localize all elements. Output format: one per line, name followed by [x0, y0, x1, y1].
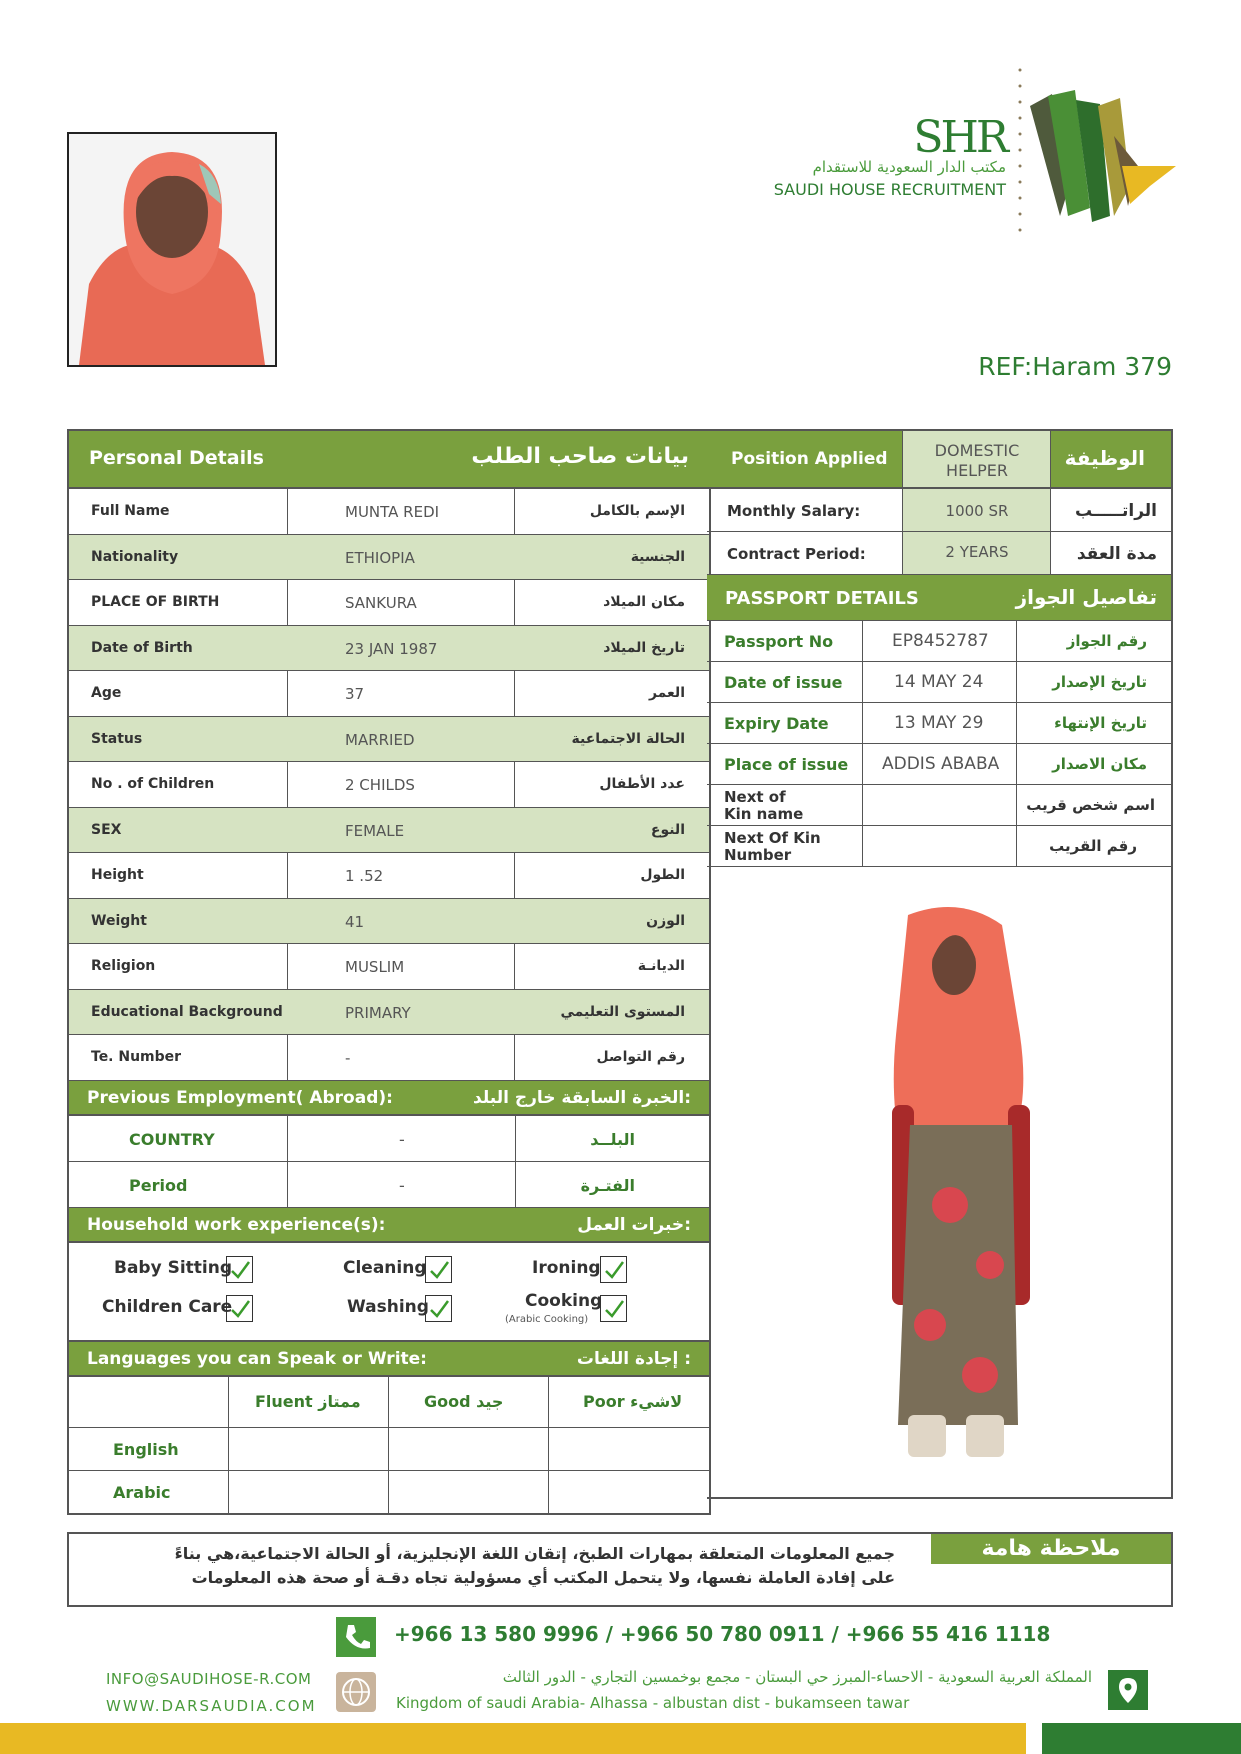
cleaning-checkbox[interactable] [425, 1256, 452, 1283]
row-label-en: COUNTRY [129, 1129, 215, 1149]
passport-value: ADDIS ABABA [882, 754, 1000, 774]
cooking-note: (Arabic Cooking) [505, 1313, 589, 1325]
position-label-en: Position Applied [731, 449, 888, 469]
kin-number-label-ar: رقم القريب [1049, 837, 1137, 855]
personal-title-en: Personal Details [89, 447, 264, 469]
kin-name-label-ar: اسم شخص قريب [1026, 796, 1155, 814]
personal-title-ar: بيانات صاحب الطلب [471, 444, 689, 469]
skill-label: Children Care [102, 1296, 233, 1317]
row-value: - [399, 1175, 405, 1195]
passport-label-en: Expiry Date [724, 714, 829, 733]
row-label-ar: مكان الميلاد [603, 594, 685, 610]
languages-column-headers [69, 1377, 709, 1428]
row-value: MUSLIM [345, 958, 405, 976]
table-row [69, 626, 709, 672]
passport-value: EP8452787 [892, 631, 989, 651]
table-row [69, 535, 709, 581]
salary-label: Monthly Salary: [727, 502, 861, 520]
note-line: جميع المعلومات المتعلقة بمهارات الطبخ، إتقان اللغة الإنجليزية، أو الحالة الاجتماعية،هي بناءً [174, 1544, 895, 1563]
row-label-ar: المستوى التعليمي [560, 1003, 685, 1020]
checkbox-check-icon [603, 1259, 625, 1281]
salary-value: 1000 SR [945, 502, 1009, 520]
kin-name-label: Kin name [724, 805, 804, 823]
personal-details-table [67, 429, 711, 1515]
row-label-ar: النوع [650, 821, 685, 838]
row-value: MARRIED [345, 730, 415, 749]
previous-title-ar: الخبرة السابقة خارج البلد: [473, 1087, 691, 1108]
row-label-ar: رقم التواصل [596, 1049, 685, 1065]
row-value: 23 JAN 1987 [345, 639, 438, 658]
checkbox-check-icon [428, 1259, 450, 1281]
table-row [69, 762, 709, 808]
row-label-ar: العمر [648, 685, 685, 701]
checkbox-check-icon [229, 1298, 251, 1320]
row-label-en: Te. Number [91, 1049, 182, 1065]
kin-name-label: Next of [724, 788, 786, 806]
previous-employment-header [69, 1080, 709, 1116]
row-label-en: Period [129, 1175, 188, 1195]
logo-monogram: SHR [913, 112, 1006, 163]
footer-bar-green [1042, 1723, 1241, 1754]
row-label-ar: الوزن [646, 912, 685, 929]
household-header [69, 1207, 709, 1243]
passport-label-ar: رقم الجواز [1066, 632, 1147, 650]
row-value: MUNTA REDI [345, 503, 440, 521]
salary-label-ar: الراتـــــب [1074, 501, 1157, 521]
row-label-en: Educational Background [91, 1003, 283, 1020]
applicant-headshot-photo [67, 132, 277, 367]
passport-title-en: PASSPORT DETAILS [725, 588, 919, 609]
row-value: 41 [345, 912, 365, 931]
household-title-en: Household work experience(s): [87, 1214, 386, 1235]
cooking-checkbox[interactable] [600, 1295, 627, 1322]
row-label-en: Height [91, 867, 144, 883]
row-value: ETHIOPIA [345, 548, 415, 567]
table-row [69, 853, 709, 899]
column-header-good: Good جيد [424, 1391, 504, 1411]
contract-row [707, 532, 1171, 575]
row-label-en: Age [91, 685, 122, 701]
row-label-ar: الديانـة [637, 958, 685, 974]
skill-label: Washing [347, 1296, 429, 1317]
row-label-ar: الطول [640, 867, 685, 883]
passport-title-ar: تفاصيل الجواز [1015, 585, 1157, 609]
row-label-en: Date of Birth [91, 639, 193, 656]
row-value: PRIMARY [345, 1003, 411, 1022]
passport-row [707, 662, 1171, 703]
passport-label-en: Date of issue [724, 673, 843, 692]
table-row [69, 717, 709, 763]
row-label-ar: تاريخ الميلاد [603, 639, 685, 656]
skill-label: Baby Sitting [114, 1257, 233, 1278]
contact-website[interactable]: WWW.DARSAUDIA.COM [106, 1697, 317, 1715]
logo-arabic-name: مكتب الدار السعودية للاستقدام [812, 158, 1006, 176]
row-label-ar: الفتـرة [580, 1175, 635, 1195]
language-row-english [69, 1428, 709, 1471]
household-skills [69, 1243, 709, 1341]
row-label-en: No . of Children [91, 776, 215, 792]
checkbox-check-icon [603, 1298, 625, 1320]
language-label: English [113, 1439, 179, 1459]
reference-number: REF:Haram 379 [978, 352, 1172, 381]
skill-label: Cooking [525, 1290, 603, 1311]
contract-label: Contract Period: [727, 545, 866, 563]
logo-english-name: SAUDI HOUSE RECRUITMENT [773, 180, 1006, 199]
table-row [69, 944, 709, 990]
important-note-badge: ملاحظة هامة [931, 1534, 1171, 1564]
kin-number-label: Next Of Kin [724, 829, 821, 847]
globe-icon [336, 1672, 376, 1712]
passport-row [707, 703, 1171, 744]
passport-label-ar: تاريخ الإصدار [1052, 673, 1147, 691]
note-line: على إفادة العاملة نفسها، ولا يتحمل المكتب أي مسؤولية تجاه دقـة أو صحة هذه المعلومات [191, 1568, 895, 1587]
languages-title-en: Languages you can Speak or Write: [87, 1348, 427, 1369]
row-label-ar: الجنسية [630, 548, 685, 565]
children-care-checkbox[interactable] [226, 1295, 253, 1322]
row-value: - [399, 1129, 405, 1149]
contact-email[interactable]: INFO@SAUDIHOSE-R.COM [106, 1670, 312, 1688]
company-logo [1010, 66, 1180, 246]
language-row-arabic [69, 1471, 709, 1513]
row-label-en: SEX [91, 821, 122, 838]
passport-header [707, 575, 1171, 621]
table-row [69, 1035, 709, 1080]
contract-label-ar: مدة العقد [1076, 544, 1157, 564]
row-value: 37 [345, 685, 365, 703]
household-title-ar: خبرات العمل: [577, 1214, 691, 1235]
row-label-ar: الإسم بالكامل [589, 503, 685, 519]
column-header-fluent: Fluent ممتاز [255, 1391, 361, 1411]
passport-row [707, 621, 1171, 662]
row-label-en: Full Name [91, 503, 170, 519]
position-label-ar: الوظيفة [1064, 446, 1145, 470]
row-value: - [345, 1049, 351, 1067]
row-label-en: Status [91, 730, 143, 747]
language-label: Arabic [113, 1482, 171, 1502]
personal-details-header [69, 431, 709, 489]
phone-icon [336, 1617, 376, 1657]
kin-number-row [707, 826, 1171, 867]
washing-checkbox[interactable] [425, 1295, 452, 1322]
kin-name-row [707, 785, 1171, 826]
table-row [69, 671, 709, 717]
important-note-box [67, 1532, 1173, 1607]
baby-sitting-checkbox[interactable] [226, 1256, 253, 1283]
table-row [69, 1162, 709, 1207]
kin-number-label: Number [724, 846, 792, 864]
passport-label-ar: مكان الاصدار [1052, 755, 1147, 773]
checkbox-check-icon [229, 1259, 251, 1281]
previous-title-en: Previous Employment( Abroad): [87, 1087, 393, 1108]
footer-bar-yellow [0, 1723, 1026, 1754]
checkbox-check-icon [428, 1298, 450, 1320]
passport-label-en: Passport No [724, 632, 834, 651]
skill-label: Cleaning [343, 1257, 427, 1278]
row-value: 2 CHILDS [345, 776, 415, 794]
passport-row [707, 744, 1171, 785]
column-header-poor: Poor لاشيء [583, 1391, 683, 1411]
table-row [69, 808, 709, 854]
row-label-en: Weight [91, 912, 147, 929]
row-label-en: PLACE OF BIRTH [91, 594, 220, 610]
languages-header [69, 1341, 709, 1377]
position-row [707, 431, 1171, 489]
applicant-full-body-photo [870, 905, 1050, 1465]
row-label-en: Religion [91, 958, 156, 974]
table-row [69, 899, 709, 945]
passport-value: 14 MAY 24 [894, 672, 984, 692]
ironing-checkbox[interactable] [600, 1256, 627, 1283]
position-value: DOMESTIC HELPER [934, 441, 1020, 480]
table-row [69, 1116, 709, 1162]
table-row [69, 489, 709, 535]
row-value: FEMALE [345, 821, 405, 840]
location-pin-icon [1108, 1670, 1148, 1710]
passport-value: 13 MAY 29 [894, 713, 984, 733]
languages-title-ar: إجادة اللغات : [576, 1348, 691, 1369]
row-value: 1 .52 [345, 867, 384, 885]
table-row [69, 990, 709, 1036]
passport-label-ar: تاريخ الإنتهاء [1054, 714, 1147, 732]
skill-label: Ironing [532, 1257, 601, 1278]
address-english: Kingdom of saudi Arabia- Alhassa - albustan dist - bukamseen tawar [396, 1694, 910, 1712]
row-label-ar: البلــد [590, 1129, 635, 1149]
table-row [69, 580, 709, 626]
address-arabic: المملكة العربية السعودية - الاحساء-المبرز حي البستان - مجمع بوخمسين التجاري - الدور الثالث [502, 1668, 1092, 1686]
row-label-ar: الحالة الاجتماعية [571, 730, 685, 747]
contract-value: 2 YEARS [945, 543, 1009, 561]
row-value: SANKURA [345, 594, 417, 612]
important-note-text [95, 1542, 895, 1590]
row-label-ar: عدد الأطفال [599, 776, 685, 792]
passport-label-en: Place of issue [724, 755, 849, 774]
row-label-en: Nationality [91, 548, 179, 565]
contact-phone-numbers[interactable]: +966 13 580 9996 / +966 50 780 0911 / +966 55 416 1118 [394, 1622, 1051, 1646]
salary-row [707, 489, 1171, 532]
